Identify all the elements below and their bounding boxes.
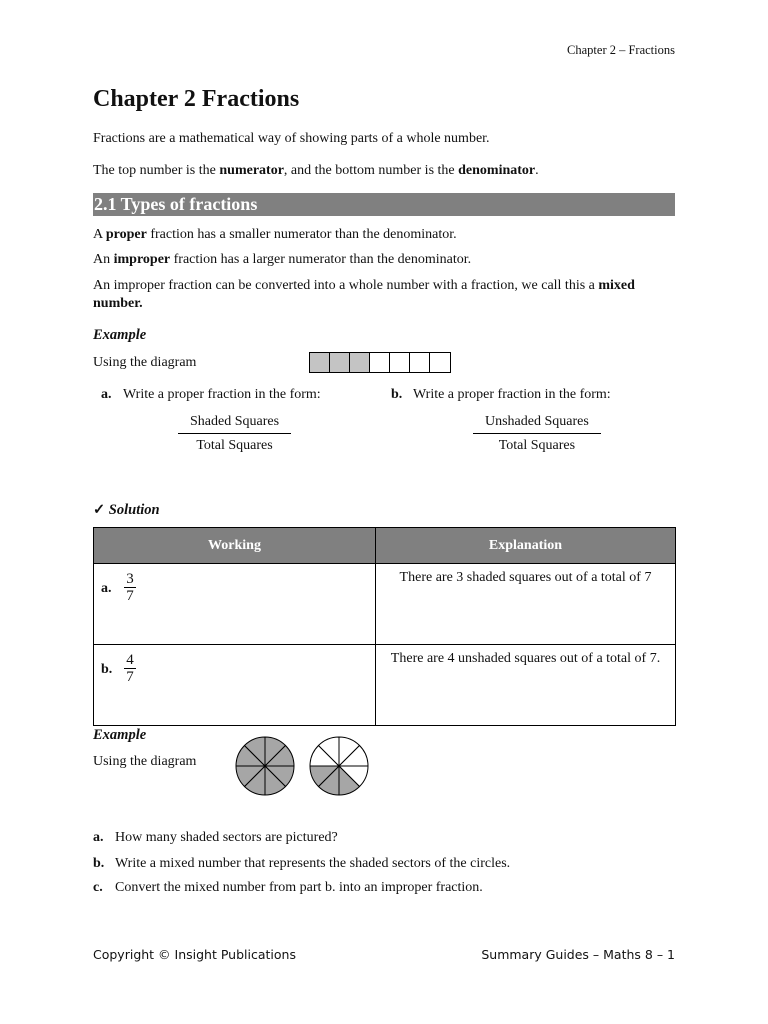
shaded-square <box>310 353 330 372</box>
example-heading: Example <box>93 727 147 743</box>
fraction-circle <box>236 737 294 795</box>
question-b <box>391 387 611 403</box>
proper-definition <box>93 226 675 244</box>
row-label: b. <box>101 662 113 677</box>
fraction <box>124 652 136 685</box>
fraction-denominator: Total Squares <box>196 438 273 453</box>
squares-diagram <box>309 352 451 373</box>
working-cell <box>94 564 376 645</box>
checkmark-icon: ✓ <box>93 502 106 518</box>
mixed-number-term: mixed number. <box>93 278 635 311</box>
fraction-circle <box>310 737 368 795</box>
section-heading: 2.1 Types of fractions <box>93 193 675 216</box>
table-row <box>94 564 676 645</box>
explanation-cell: There are 4 unshaded squares out of a total of 7. <box>376 645 676 726</box>
fraction-numerator: Unshaded Squares <box>473 414 601 434</box>
fraction-denominator: Total Squares <box>498 438 576 453</box>
column-header-working: Working <box>94 528 376 564</box>
question-b <box>93 856 510 872</box>
question-text: Convert the mixed number from part b. into an improper fraction. <box>115 880 483 895</box>
solution-table <box>93 527 676 726</box>
solution-label: Solution <box>108 502 160 518</box>
row-label: a. <box>101 581 112 596</box>
numerator-term: numerator <box>219 163 284 178</box>
running-head: Chapter 2 – Fractions <box>567 43 675 57</box>
example-prompt: Using the diagram <box>93 355 197 370</box>
question-text: Write a proper fraction in the form: <box>413 387 611 402</box>
unshaded-square <box>390 353 410 372</box>
footer-copyright: Copyright © Insight Publications <box>93 947 296 962</box>
table-row <box>94 645 676 726</box>
question-c <box>93 880 483 896</box>
fraction-form-a <box>178 414 291 454</box>
intro-line-2 <box>93 162 675 180</box>
fraction-form-b <box>473 414 601 454</box>
definition-text: A <box>93 227 106 242</box>
denominator-term: denominator <box>458 163 536 178</box>
fraction-numerator: Shaded Squares <box>178 414 291 434</box>
working-cell <box>94 645 376 726</box>
definition-text: fraction has a smaller numerator than the denominator. <box>146 227 457 242</box>
improper-definition <box>93 251 675 269</box>
numerator: 3 <box>126 571 134 587</box>
intro-text: The top number is the <box>93 163 220 178</box>
question-label: c. <box>93 880 103 895</box>
question-label: a. <box>101 387 112 402</box>
circles-diagram <box>234 736 370 796</box>
question-label: b. <box>391 387 403 402</box>
unshaded-square <box>430 353 450 372</box>
denominator: 7 <box>126 669 134 685</box>
chapter-title: Chapter 2 Fractions <box>93 86 300 112</box>
explanation-cell: There are 3 shaded squares out of a total of 7 <box>376 564 676 645</box>
numerator: 4 <box>126 652 134 668</box>
shaded-square <box>330 353 350 372</box>
intro-line-1: Fractions are a mathematical way of showing parts of a whole number. <box>93 131 490 146</box>
question-label: a. <box>93 830 104 845</box>
example-prompt: Using the diagram <box>93 754 197 769</box>
denominator: 7 <box>126 588 134 604</box>
intro-text: , and the bottom number is the <box>283 163 459 178</box>
question-label: b. <box>93 856 105 871</box>
table-header-row <box>94 528 676 564</box>
example-heading: Example <box>93 327 147 343</box>
question-a <box>93 830 338 846</box>
definition-text: An <box>93 252 114 267</box>
definition-text: fraction has a larger numerator than the denominator. <box>170 252 472 267</box>
column-header-explanation: Explanation <box>376 528 676 564</box>
mixed-definition <box>93 277 675 313</box>
unshaded-square <box>370 353 390 372</box>
solution-heading <box>93 502 160 519</box>
definition-text: An improper fraction can be converted into a whole number with a fraction, we call this a <box>93 278 599 293</box>
improper-term: improper <box>113 252 171 267</box>
proper-term: proper <box>105 227 147 242</box>
shaded-square <box>350 353 370 372</box>
question-a <box>101 387 321 403</box>
fraction <box>124 571 136 604</box>
question-text: Write a proper fraction in the form: <box>123 387 321 402</box>
intro-text: . <box>535 163 539 178</box>
unshaded-square <box>410 353 430 372</box>
question-text: How many shaded sectors are pictured? <box>115 830 338 845</box>
question-text: Write a mixed number that represents the shaded sectors of the circles. <box>115 856 511 871</box>
footer-page-info: Summary Guides – Maths 8 – 1 <box>481 947 675 962</box>
